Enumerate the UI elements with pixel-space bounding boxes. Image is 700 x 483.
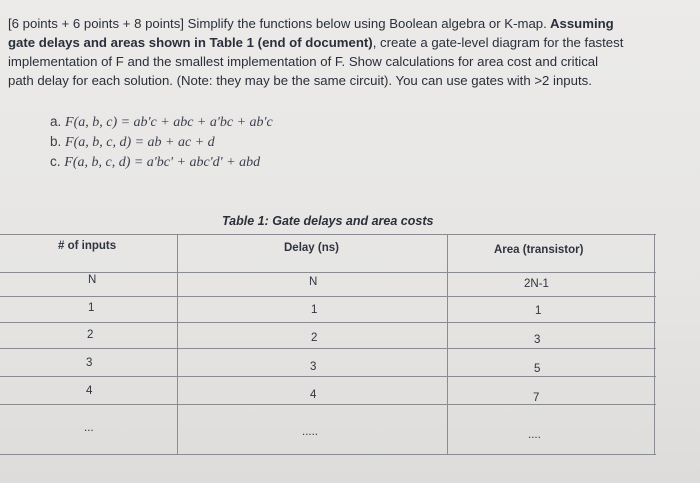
table-cell: 5: [534, 363, 541, 375]
question-text: [8, 14, 688, 90]
question-line-2-text: , create a gate-level diagram for the fastest: [372, 35, 624, 50]
gate-table: [0, 234, 656, 456]
table-cell: 2N-1: [524, 278, 549, 290]
question-line-4: path delay for each solution. (Note: they may be the same circuit). You can use gates with >2 inputs.: [8, 73, 592, 88]
table-cell: 3: [534, 334, 541, 346]
table-rule: [0, 234, 656, 235]
header-delay: Delay (ns): [284, 242, 339, 254]
table-rule: [654, 234, 655, 455]
equation-c: [50, 152, 273, 172]
equation-b-expr: F(a, b, c, d) = ab + ac + d: [65, 135, 215, 150]
question-line-3: implementation of F and the smallest implementation of F. Show calculations for area cost and critical: [8, 54, 599, 69]
table-cell: 1: [88, 302, 95, 314]
equation-b: [50, 132, 273, 152]
table-cell: N: [309, 276, 318, 288]
table-cell: 3: [310, 361, 317, 373]
table-rule: [0, 322, 656, 323]
table-cell: 2: [87, 329, 94, 341]
table-cell: ...: [84, 422, 94, 434]
header-area: Area (transistor): [494, 244, 584, 256]
table-rule: [0, 404, 656, 405]
table-rule: [0, 296, 656, 297]
table-cell: 7: [533, 392, 540, 404]
table-cell: .....: [302, 426, 318, 438]
equation-a-expr: F(a, b, c) = ab'c + abc + a'bc + ab'c: [65, 115, 273, 130]
table-rule: [177, 234, 178, 455]
question-line-1-text: [6 points + 6 points + 8 points] Simplify the functions below using Boolean algebra or K-map.: [8, 16, 547, 31]
equation-b-label: b.: [50, 134, 66, 149]
table-rule: [0, 348, 656, 349]
table-rule: [0, 272, 656, 273]
equation-c-expr: F(a, b, c, d) = a'bc' + abc'd' + abd: [64, 155, 261, 170]
equation-a-label: a.: [50, 114, 66, 129]
table-cell: 1: [311, 304, 318, 316]
table-caption: Table 1: Gate delays and area costs: [222, 214, 434, 228]
table-cell: N: [88, 274, 97, 286]
table-cell: ....: [528, 429, 541, 441]
table-cell: 1: [535, 305, 542, 317]
table-cell: 3: [86, 357, 93, 369]
table-cell: 2: [311, 332, 318, 344]
question-line-1-bold: Assuming: [546, 16, 614, 31]
question-line-2-bold: gate delays and areas shown in Table 1 (end of document): [8, 35, 373, 50]
header-inputs: # of inputs: [58, 240, 117, 252]
equation-a: [50, 112, 273, 132]
equation-list: [50, 112, 273, 172]
table-cell: 4: [310, 389, 317, 401]
table-cell: 4: [86, 385, 93, 397]
question-line-2: [8, 33, 688, 52]
table-rule: [0, 454, 656, 455]
question-line-1: [8, 14, 688, 33]
equation-c-label: c.: [50, 154, 65, 169]
table-rule: [447, 234, 448, 455]
table-rule: [0, 376, 656, 377]
